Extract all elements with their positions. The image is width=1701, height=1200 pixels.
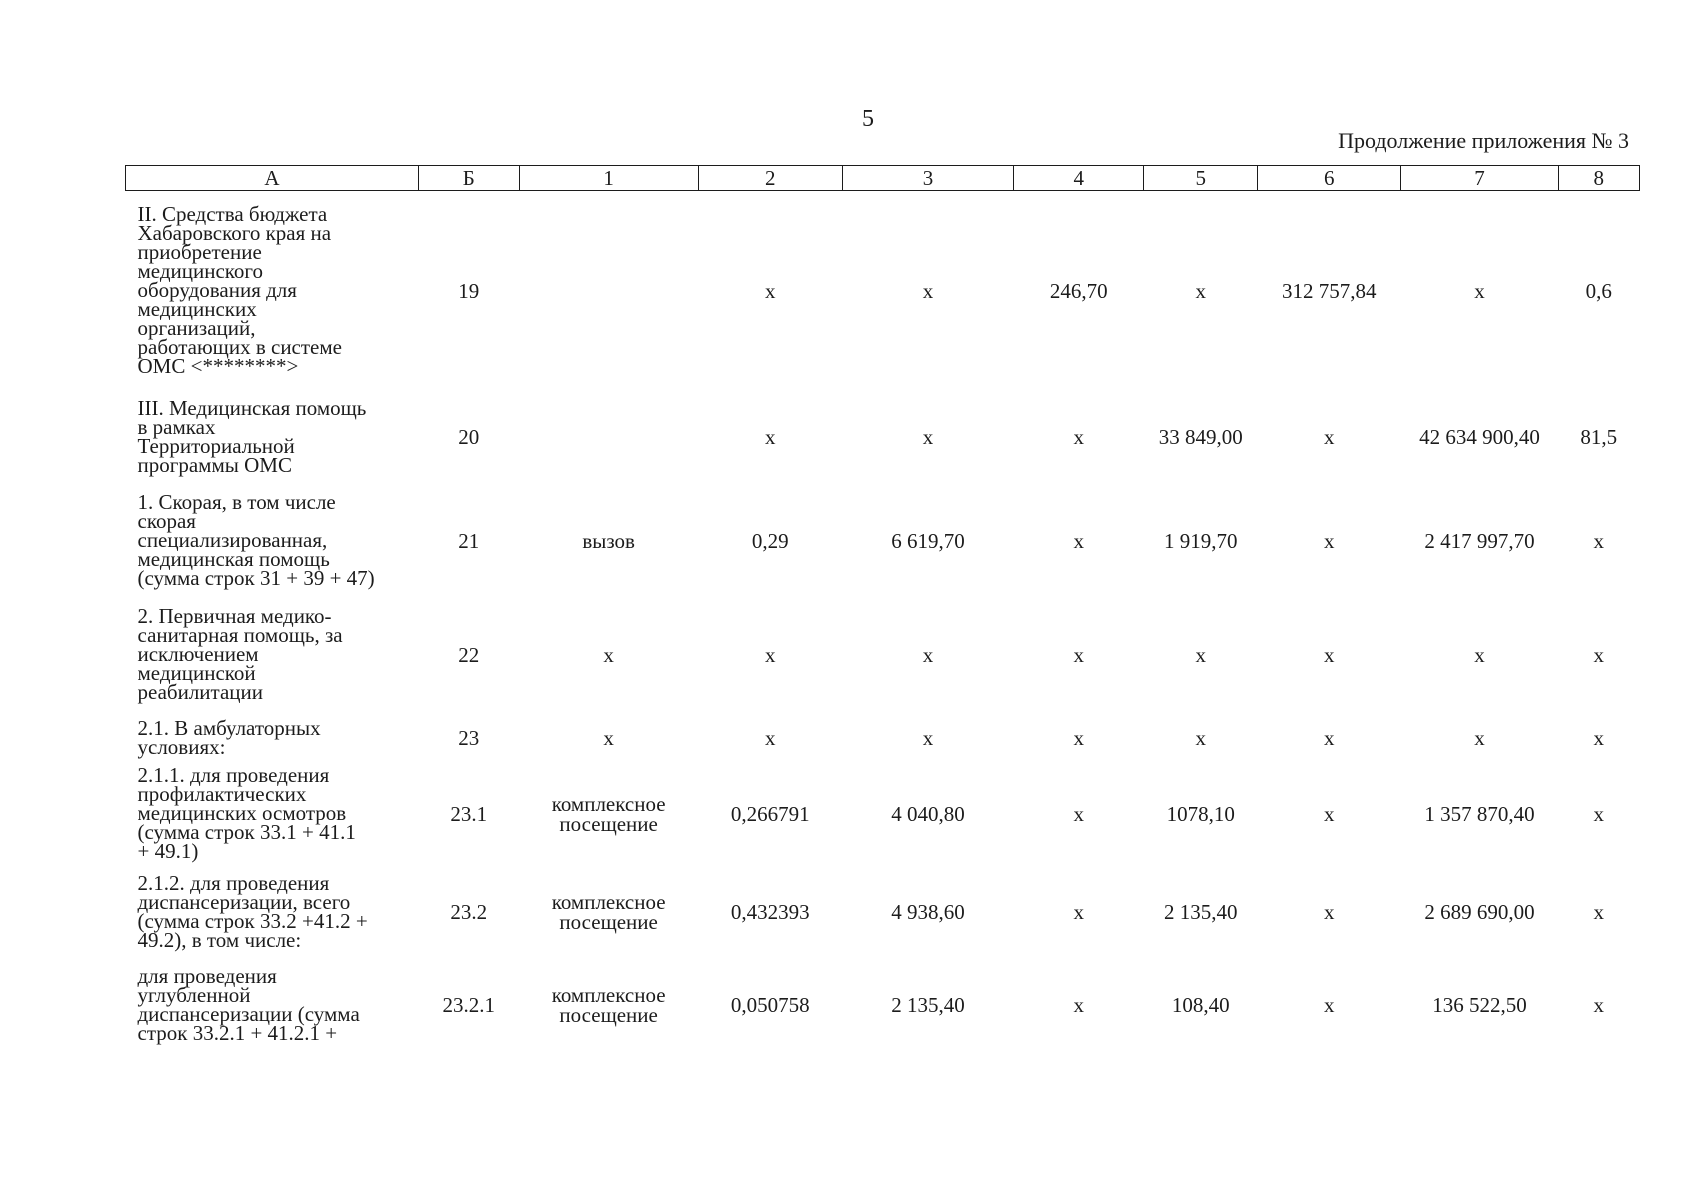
value-cell: 0,432393: [730, 899, 810, 924]
row-name-line: специализированная,: [137, 528, 328, 552]
row-name-line: для проведения: [137, 963, 277, 988]
value-cell: 33 849,00: [1158, 424, 1243, 449]
row-name-line: 2.1.1. для проведения: [137, 763, 330, 787]
row-name-cell: [126, 599, 419, 711]
unit-line: комплексное: [551, 982, 666, 1007]
unit-cell: [519, 962, 698, 1048]
value-cell: x: [922, 642, 934, 667]
row-code-cell: 20: [458, 424, 480, 449]
unit-line: посещение: [559, 909, 658, 934]
unit-line: посещение: [559, 811, 658, 836]
value-cell: 81,5: [1580, 424, 1618, 449]
table-header-row: [126, 166, 1640, 191]
row-name-line: приобретение: [137, 240, 262, 265]
table-row: [126, 391, 1640, 483]
value-cell: 4 938,60: [891, 899, 965, 924]
value-cell: x: [1593, 726, 1605, 750]
value-cell: x: [1593, 528, 1605, 553]
value-cell: 2 417 997,70: [1424, 528, 1535, 553]
row-code-cell: 19: [458, 278, 480, 303]
value-cell: x: [1073, 726, 1084, 750]
value-cell: 0,050758: [730, 992, 810, 1017]
value-cell: 312 757,84: [1282, 278, 1377, 303]
row-name-cell: [126, 391, 419, 483]
row-name-line: 2.1.2. для проведения: [137, 870, 330, 895]
value-cell: 2 135,40: [891, 992, 965, 1017]
value-cell: x: [922, 726, 934, 750]
column-header: 5: [1144, 166, 1258, 191]
value-cell: x: [1593, 992, 1605, 1017]
value-cell: x: [1324, 992, 1335, 1017]
row-name-line: медицинских осмотров: [137, 801, 347, 825]
value-cell: x: [764, 726, 776, 750]
row-code-cell: 23.2: [450, 899, 488, 924]
unit-line: комплексное: [551, 791, 666, 816]
row-name-line: медицинской: [137, 661, 256, 685]
row-code-cell: 22: [458, 642, 480, 667]
row-code-cell: 21: [458, 528, 480, 553]
value-cell: 0,29: [751, 528, 789, 553]
value-cell: 1078,10: [1166, 801, 1235, 826]
value-cell: 108,40: [1171, 992, 1230, 1017]
value-cell: 6 619,70: [891, 528, 965, 553]
row-name-line: 2.1. В амбулаторных: [137, 716, 321, 740]
value-cell: x: [1195, 642, 1207, 667]
row-name-line: 1. Скорая, в том числе: [137, 490, 336, 514]
row-code-cell: 23: [458, 726, 480, 750]
value-cell: 1 919,70: [1164, 528, 1238, 553]
row-name-line: медицинских: [137, 297, 257, 322]
unit-cell: [519, 391, 698, 483]
value-cell: 246,70: [1049, 278, 1108, 303]
row-name-line: санитарная помощь, за: [137, 623, 343, 647]
value-cell: x: [1324, 528, 1335, 553]
value-cell: x: [1474, 278, 1485, 303]
row-name-line: 49.2), в том числе:: [137, 927, 302, 952]
value-cell: 4 040,80: [891, 801, 965, 826]
value-cell: 42 634 900,40: [1419, 424, 1540, 449]
row-name-line: (сумма строк 31 + 39 + 47): [137, 566, 375, 590]
value-cell: x: [922, 278, 934, 303]
value-cell: x: [1474, 726, 1485, 750]
data-table: [125, 165, 1640, 1048]
value-cell: x: [1073, 528, 1084, 553]
table-body: [126, 191, 1640, 1048]
row-name-cell: [126, 862, 419, 962]
value-cell: x: [1324, 726, 1335, 750]
row-name-line: II. Средства бюджета: [137, 202, 328, 227]
table-row: [126, 711, 1640, 766]
value-cell: 136 522,50: [1432, 992, 1527, 1017]
value-cell: 1 357 870,40: [1424, 801, 1535, 826]
column-header: 7: [1401, 166, 1558, 191]
row-code-cell: 23.1: [450, 801, 488, 826]
value-cell: 0,6: [1585, 278, 1612, 303]
value-cell: x: [1593, 642, 1605, 667]
unit-line: комплексное: [551, 889, 666, 914]
value-cell: x: [764, 642, 776, 667]
row-name-line: 2. Первичная медико-: [137, 604, 332, 628]
table-row: [126, 599, 1640, 711]
value-cell: x: [1073, 992, 1084, 1017]
table-row: [126, 191, 1640, 391]
row-name-line: в рамках: [137, 414, 216, 439]
row-name-line: реабилитации: [137, 680, 264, 704]
value-cell: x: [1073, 899, 1084, 924]
column-header: 6: [1258, 166, 1401, 191]
value-cell: x: [1195, 278, 1207, 303]
row-name-line: (сумма строк 33.2 +41.2 +: [137, 908, 368, 933]
value-cell: x: [1324, 642, 1335, 667]
table-row: [126, 483, 1640, 599]
table-row: [126, 766, 1640, 862]
row-name-line: диспансеризации (сумма: [137, 1001, 360, 1026]
row-name-line: углубленной: [137, 982, 251, 1007]
row-name-cell: [126, 711, 419, 766]
row-name-cell: [126, 483, 419, 599]
page-number: 5: [862, 106, 874, 132]
value-cell: x: [1324, 899, 1335, 924]
column-header: 1: [519, 166, 698, 191]
table-row: [126, 862, 1640, 962]
column-header: А: [126, 166, 419, 191]
row-name-cell: [126, 191, 419, 391]
row-name-line: медицинского: [137, 259, 264, 284]
column-header: 2: [698, 166, 842, 191]
row-name-line: организаций,: [137, 316, 256, 341]
row-name-cell: [126, 962, 419, 1048]
value-cell: x: [1593, 801, 1605, 826]
row-name-line: III. Медицинская помощь: [137, 395, 367, 420]
value-cell: x: [922, 424, 934, 449]
unit-cell: [519, 766, 698, 862]
row-name-line: программы ОМС: [137, 452, 292, 477]
value-cell: x: [764, 278, 776, 303]
value-cell: x: [1474, 642, 1485, 667]
column-header: Б: [418, 166, 519, 191]
value-cell: x: [1195, 726, 1207, 750]
row-name-line: (сумма строк 33.1 + 41.1: [137, 820, 356, 844]
value-cell: 0,266791: [730, 801, 810, 826]
column-header: 4: [1014, 166, 1144, 191]
value-cell: x: [1073, 424, 1084, 449]
unit-cell: x: [603, 642, 614, 667]
row-name-line: скорая: [137, 509, 196, 533]
row-name-line: + 49.1): [137, 839, 199, 863]
row-name-line: профилактических: [137, 782, 307, 806]
row-name-line: медицинская помощь: [137, 547, 330, 571]
unit-cell: [519, 191, 698, 391]
row-name-line: Хабаровского края на: [137, 221, 332, 246]
row-name-line: Территориальной: [137, 433, 295, 458]
value-cell: x: [1324, 424, 1335, 449]
table-row: [126, 962, 1640, 1048]
row-code-cell: 23.2.1: [442, 992, 495, 1017]
row-name-line: строк 33.2.1 + 41.2.1 +: [137, 1020, 338, 1045]
appendix-continuation-label: Продолжение приложения № 3: [1338, 128, 1629, 153]
value-cell: 2 689 690,00: [1424, 899, 1535, 924]
value-cell: x: [1324, 801, 1335, 826]
row-name-line: диспансеризации, всего: [137, 889, 351, 914]
row-name-line: оборудования для: [137, 278, 297, 303]
value-cell: x: [1073, 801, 1084, 826]
value-cell: x: [1593, 899, 1605, 924]
row-name-line: работающих в системе: [137, 335, 342, 360]
row-name-cell: [126, 763, 419, 863]
row-name-line: ОМС <********>: [137, 354, 299, 379]
unit-line: посещение: [559, 1002, 658, 1027]
unit-cell: [519, 862, 698, 962]
value-cell: x: [764, 424, 776, 449]
unit-cell: вызов: [582, 528, 635, 553]
row-name-line: исключением: [137, 642, 259, 666]
value-cell: x: [1073, 642, 1084, 667]
unit-cell: x: [603, 726, 614, 750]
row-name-line: условиях:: [137, 735, 226, 759]
column-header: 8: [1558, 166, 1639, 191]
value-cell: 2 135,40: [1164, 899, 1238, 924]
column-header: 3: [842, 166, 1013, 191]
